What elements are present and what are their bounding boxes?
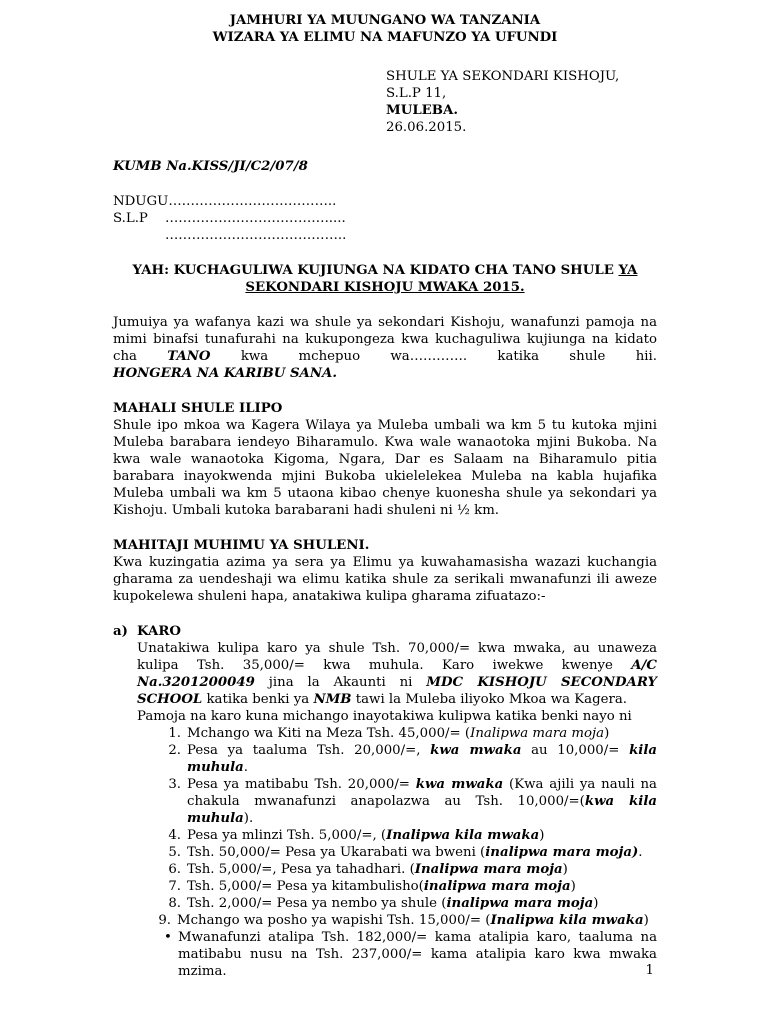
address-po-box: S.L.P 11, xyxy=(386,86,447,101)
recipient-slp-label: S.L.P xyxy=(113,211,148,226)
reference-number: KUMB Na.KISS/JI/C2/07/8 xyxy=(113,159,308,174)
address-school: SHULE YA SEKONDARI KISHOJU, xyxy=(386,69,620,84)
intro-line-2: kwa mchepuo wa…………. katika shule hii. xyxy=(210,349,657,364)
bank-name: NMB xyxy=(313,692,352,707)
karo-paragraph: Unatakiwa kulipa karo ya shule Tsh. 70,000/= kwa mwaka, au unaweza kulipa Tsh. 35,000/= kwa muhula. Karo iwekwe kwenye A/C Na.3201200049 jina la Akaunti ni MDC KISHOJU SECONDARY SCHOOL katika benki ya NMB tawi la Muleba iliyoko Mkoa wa Kagera. xyxy=(137,641,657,707)
subject-underlined-2: SEKONDARI KISHOJU MWAKA 2015. xyxy=(245,280,525,295)
karo-section xyxy=(113,623,657,929)
document-page xyxy=(113,12,657,980)
intro-line-1: Jumuiya ya wafanya kazi wa shule ya sekondari Kishoju, wanafunzi pamoja na mimi binafsi tunafurahi na kukupongeza kwa kuchaguliwa kujiunga na kidato cha xyxy=(113,315,657,364)
account-number: A/C Na.3201200049 xyxy=(137,658,657,690)
fee-item xyxy=(137,776,657,827)
fee-item-number: 3. xyxy=(168,777,181,792)
address-town: MULEBA. xyxy=(386,103,458,118)
school-address xyxy=(386,68,657,136)
payment-summary-bullet xyxy=(164,929,657,980)
page-number: 1 xyxy=(645,963,654,978)
recipient-slp-line: ………………………………..... xyxy=(165,211,346,226)
fee-item-number: 6. xyxy=(168,862,181,877)
account-name: MDC KISHOJU SECONDARY SCHOOL xyxy=(137,675,657,707)
payment-summary-text: Mwanafunzi atalipa Tsh. 182,000/= kama atalipia karo, taaluma na matibabu nusu na Tsh. 237,000/= kama atalipia karo kwa mwaka mzima. xyxy=(178,930,657,979)
bullet-icon: • xyxy=(164,930,172,945)
fee-item-text: Mchango wa posho ya wapishi Tsh. 15,000/= (Inalipwa kila mwaka) xyxy=(177,913,649,928)
fee-item-text: Tsh. 50,000/= Pesa ya Ukarabati wa bweni (inalipwa mara moja). xyxy=(187,845,643,860)
intro-paragraph xyxy=(113,314,657,382)
location-text: Shule ipo mkoa wa Kagera Wilaya ya Muleba umbali wa km 5 tu kutoka mjini Muleba barabara iendeyo Biharamulo. Kwa wale wanaotoka mjini Bukoba. Na kwa wale wanaotoka Kigoma, Ngara, Dar es Salaam na Biharamulo pitia barabara inayokwenda mjini Bukoba ukielelekea Muleba na kabla hujafika Muleba umbali wa km 5 utaona kibao chenye kuonesha shule ya sekondari ya Kishoju. Umbali kutoka barabarani hadi shuleni ni ½ km. xyxy=(113,418,657,518)
recipient-name-line: NDUGU……………………………….. xyxy=(113,194,337,209)
fee-item-text: Pesa ya mlinzi Tsh. 5,000/=, (Inalipwa kila mwaka) xyxy=(187,828,545,843)
subject-heading xyxy=(113,262,657,296)
fee-item xyxy=(137,912,657,929)
fee-item-number: 7. xyxy=(168,879,181,894)
fee-item-text: Mchango wa Kiti na Meza Tsh. 45,000/= (Inalipwa mara moja) xyxy=(187,726,610,741)
subject-prefix: YAH: KUCHAGULIWA KUJIUNGA NA KIDATO CHA TANO SHULE xyxy=(132,263,619,278)
fee-item xyxy=(137,725,657,742)
recipient-block xyxy=(113,193,657,244)
intro-tano: TANO xyxy=(167,349,211,364)
fee-item-number: 8. xyxy=(168,896,181,911)
karo-contributions-intro: Pamoja na karo kuna michango inayotakiwa kulipwa katika benki nayo ni xyxy=(137,709,632,724)
fee-item xyxy=(137,844,657,861)
fee-item-text: Pesa ya taaluma Tsh. 20,000/=, kwa mwaka au 10,000/= kila muhula. xyxy=(187,743,657,775)
subject-underlined-1: YA xyxy=(618,263,638,278)
karo-title: KARO xyxy=(137,624,181,639)
requirements-title: MAHITAJI MUHIMU YA SHULENI. xyxy=(113,538,370,553)
fee-item-text: Tsh. 5,000/=, Pesa ya tahadhari. (Inalipwa mara moja) xyxy=(187,862,568,877)
fee-item-text: Pesa ya matibabu Tsh. 20,000/= kwa mwaka (Kwa ajili ya nauli na chakula mwanafunzi anapolazwa au Tsh. 10,000/=(kwa kila muhula). xyxy=(187,777,657,826)
requirements-text: Kwa kuzingatia azima ya sera ya Elimu ya kuwahamasisha wazazi kuchangia gharama za uendeshaji wa elimu katika shule za serikali mwanafunzi ili aweze kupokelewa shuleni hapa, anatakiwa kulipa gharama zifuatazo:- xyxy=(113,555,657,604)
fee-item-number: 9. xyxy=(158,913,171,928)
fee-item xyxy=(137,861,657,878)
fees-list xyxy=(137,725,657,929)
fee-item-text: Tsh. 5,000/= Pesa ya kitambulisho(inalipwa mara moja) xyxy=(187,879,576,894)
fee-item-number: 2. xyxy=(168,743,181,758)
letterhead-line-1: JAMHURI YA MUUNGANO WA TANZANIA xyxy=(229,13,541,28)
fee-item-number: 1. xyxy=(168,726,181,741)
fee-item-number: 4. xyxy=(168,828,181,843)
fee-item xyxy=(137,878,657,895)
location-title: MAHALI SHULE ILIPO xyxy=(113,401,283,416)
letter-date: 26.06.2015. xyxy=(386,120,467,135)
karo-marker: a) xyxy=(113,624,128,639)
fee-item xyxy=(137,895,657,912)
fee-item xyxy=(137,742,657,776)
letterhead-line-2: WIZARA YA ELIMU NA MAFUNZO YA UFUNDI xyxy=(212,30,558,45)
intro-congratulations: HONGERA NA KARIBU SANA. xyxy=(113,366,337,381)
fee-item-text: Tsh. 2,000/= Pesa ya nembo ya shule (inalipwa mara moja) xyxy=(187,896,599,911)
fee-item-number: 5. xyxy=(168,845,181,860)
fee-item xyxy=(137,827,657,844)
recipient-extra-line: ………………………………….. xyxy=(165,228,347,243)
letterhead xyxy=(113,12,657,46)
